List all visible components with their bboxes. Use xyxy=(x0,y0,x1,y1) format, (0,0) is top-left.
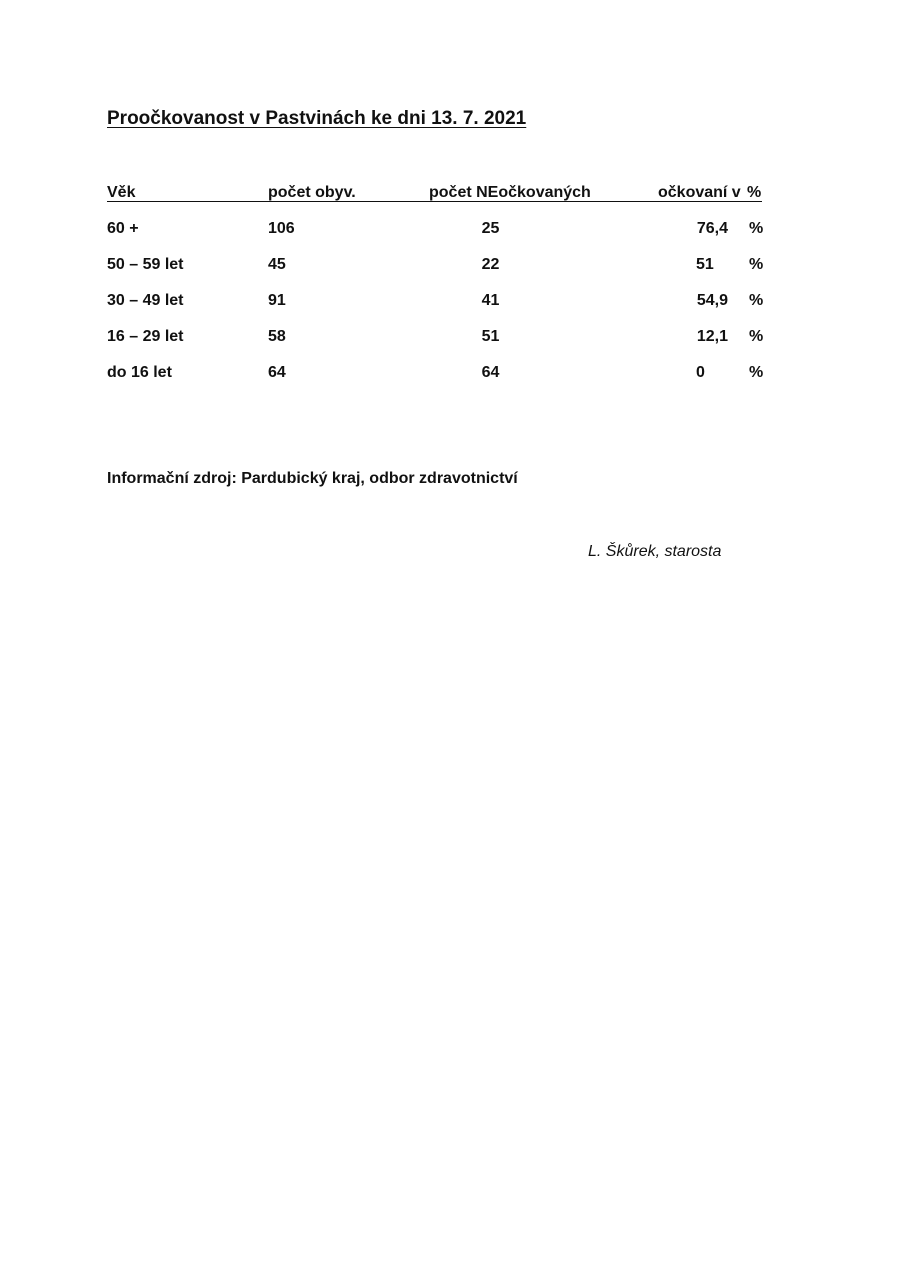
row-vaccinated-pct: 76,4 xyxy=(696,220,728,237)
row-age: do 16 let xyxy=(107,364,172,381)
header-population: počet obyv. xyxy=(268,184,356,201)
row-population: 45 xyxy=(268,256,286,273)
document-title: Proočkovanost v Pastvinách ke dni 13. 7. 2021 xyxy=(107,108,527,129)
row-unit: % xyxy=(749,292,764,309)
row-vaccinated-pct: 51 xyxy=(696,256,714,273)
row-unit: % xyxy=(749,256,764,273)
information-source: Informační zdroj: Pardubický kraj, odbor zdravotnictví xyxy=(107,470,518,487)
header-unvaccinated: počet NEočkovaných xyxy=(429,184,591,201)
row-age: 16 – 29 let xyxy=(107,328,184,345)
row-unvaccinated: 64 xyxy=(481,364,500,381)
row-population: 64 xyxy=(268,364,286,381)
row-age: 50 – 59 let xyxy=(107,256,184,273)
row-unit: % xyxy=(749,328,764,345)
signature: L. Škůrek, starosta xyxy=(588,543,722,560)
row-age: 30 – 49 let xyxy=(107,292,184,309)
row-unvaccinated: 22 xyxy=(481,256,500,273)
row-unvaccinated: 41 xyxy=(481,292,500,309)
header-age: Věk xyxy=(107,184,136,201)
row-unit: % xyxy=(749,220,764,237)
row-population: 91 xyxy=(268,292,286,309)
row-population: 58 xyxy=(268,328,286,345)
header-unit: % xyxy=(747,184,762,201)
header-vaccinated-pct: očkovaní v xyxy=(658,184,741,201)
row-unvaccinated: 51 xyxy=(481,328,500,345)
row-population: 106 xyxy=(268,220,295,237)
row-vaccinated-pct: 12,1 xyxy=(696,328,728,345)
header-underline xyxy=(107,201,762,202)
row-vaccinated-pct: 54,9 xyxy=(696,292,728,309)
row-unvaccinated: 25 xyxy=(481,220,500,237)
row-unit: % xyxy=(749,364,764,381)
row-vaccinated-pct: 0 xyxy=(696,364,705,381)
row-age: 60 + xyxy=(107,220,139,237)
